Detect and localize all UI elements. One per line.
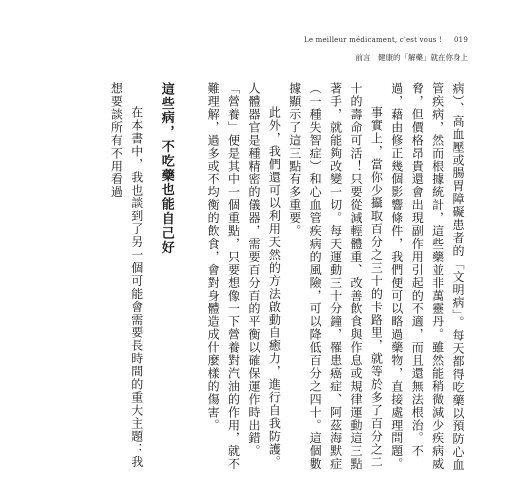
- chapter-head: 前言 健康的「解藥」就在你身上: [355, 53, 468, 62]
- paragraph: 事實上，當你少攝取百分之三十的卡路里，就等於多了百分之二十的壽命可活！只要從減輕體重、改善飲食與作息或規律運動這三點著手，就能夠改變一切。每天運動三十分鐘，罹患癌症、阿茲海默症（一種失智症）和心血管疾病的風險，可以降低百分之四十。這個數據顯示了這三點有多重要。: [287, 82, 384, 471]
- paragraph: 在本書中，我也談到了另一個可能會需要長時間的重大主題：我想要談所有不用看過: [109, 82, 144, 469]
- page-number: 019: [454, 36, 468, 44]
- paragraph: 此外，我們還可以利用天然的方法啟動自癒力，進行自我防護。人體器官是種精密的儀器，需要百分百的平衡以確保運作時出錯。「營養」便是其中一個重點，只要想像一下營養對汽油的作用，就不難理解，過多或不均衡的飲食，會對身體造成什麼樣的傷害。: [206, 82, 282, 471]
- book-page: [58, 36, 468, 476]
- book-title: Le meilleur médicament, c'est vous !: [304, 36, 443, 44]
- section-heading: 這些病，不吃藥也能自己好: [158, 82, 174, 255]
- running-head: [304, 36, 468, 44]
- paragraph: 病）、高血壓或腸胃障礙患者的「文明病」。每天都得吃藥以預防心血管疾病，然而根據統計，這些藥並非萬靈丹。雖然能稍微減少疾病威脅，但價格昂貴還會出現副作用引起的不適，而且還無法根治。不過，藉由修正幾個影響條件，我們便可以略過藥物，直接處理問題。: [389, 82, 465, 472]
- body-text: [58, 82, 468, 477]
- section-gap: [185, 82, 203, 477]
